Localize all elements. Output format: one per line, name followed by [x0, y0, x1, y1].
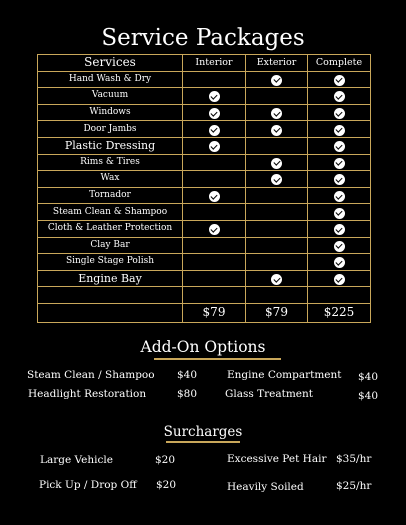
- service-name-cell: Plastic Dressing: [38, 137, 183, 154]
- checkmark-icon: [334, 174, 345, 185]
- price-cell-exterior: $79: [246, 303, 308, 322]
- table-row: [38, 71, 371, 88]
- checkmark-icon: [209, 108, 220, 119]
- service-name-cell: Wax: [38, 171, 183, 188]
- service-name-cell: Windows: [38, 104, 183, 121]
- checkmark-icon: [271, 158, 282, 169]
- exterior-cell: [246, 104, 308, 121]
- exterior-cell: [246, 71, 308, 88]
- surcharge-price: $35/hr: [336, 453, 372, 465]
- checkmark-icon: [271, 108, 282, 119]
- interior-cell: [183, 171, 246, 188]
- column-header-exterior: Exterior: [246, 55, 308, 72]
- checkmark-icon: [334, 125, 345, 136]
- addon-price: $40: [358, 371, 379, 383]
- interior-cell: [183, 237, 246, 254]
- table-row: [38, 171, 371, 188]
- interior-cell: [183, 104, 246, 121]
- checkmark-icon: [209, 125, 220, 136]
- interior-cell: [183, 154, 246, 171]
- checkmark-icon: [334, 141, 345, 152]
- table-row: [38, 154, 371, 171]
- exterior-cell: [246, 254, 308, 271]
- complete-cell: [308, 270, 371, 287]
- checkmark-icon: [334, 257, 345, 268]
- exterior-cell: [246, 237, 308, 254]
- table-row: [38, 104, 371, 121]
- interior-cell: [183, 187, 246, 204]
- service-name-cell: Door Jambs: [38, 121, 183, 138]
- surcharge-name: Large Vehicle: [40, 454, 113, 466]
- addon-price: $40: [177, 369, 198, 381]
- service-name-cell: Vacuum: [38, 88, 183, 105]
- interior-cell: [183, 137, 246, 154]
- checkmark-icon: [334, 75, 345, 86]
- checkmark-icon: [209, 224, 220, 235]
- checkmark-icon: [334, 108, 345, 119]
- interior-cell: [183, 121, 246, 138]
- exterior-cell: [246, 171, 308, 188]
- column-header-interior: Interior: [183, 55, 246, 72]
- table-row: [38, 137, 371, 154]
- complete-cell: [308, 171, 371, 188]
- checkmark-icon: [334, 274, 345, 285]
- service-name-cell: Clay Bar: [38, 237, 183, 254]
- exterior-cell: [246, 270, 308, 287]
- service-name-cell: [38, 287, 183, 304]
- checkmark-icon: [271, 125, 282, 136]
- table-row: [38, 237, 371, 254]
- addon-price: $40: [358, 390, 379, 402]
- exterior-cell: [246, 204, 308, 221]
- complete-cell: [308, 287, 371, 304]
- table-row: [38, 187, 371, 204]
- interior-cell: [183, 88, 246, 105]
- surcharge-price: $20: [155, 454, 176, 466]
- addon-name: Glass Treatment: [225, 388, 313, 400]
- service-name-cell: Rims & Tires: [38, 154, 183, 171]
- page-title: Service Packages: [101, 25, 305, 51]
- checkmark-icon: [334, 191, 345, 202]
- surcharges-title: Surcharges: [163, 424, 243, 440]
- exterior-cell: [246, 287, 308, 304]
- checkmark-icon: [271, 274, 282, 285]
- table-header-row: [38, 55, 371, 72]
- complete-cell: [308, 88, 371, 105]
- interior-cell: [183, 254, 246, 271]
- service-name-cell: Cloth & Leather Protection: [38, 220, 183, 237]
- table-row: [38, 204, 371, 221]
- complete-cell: [308, 187, 371, 204]
- complete-cell: [308, 220, 371, 237]
- checkmark-icon: [209, 91, 220, 102]
- complete-cell: [308, 121, 371, 138]
- addon-title-underline: [154, 358, 281, 360]
- addon-name: Headlight Restoration: [28, 388, 147, 400]
- interior-cell: [183, 204, 246, 221]
- exterior-cell: [246, 187, 308, 204]
- surcharges-title-underline: [166, 441, 240, 443]
- complete-cell: [308, 204, 371, 221]
- price-cell-complete: $225: [308, 303, 371, 322]
- exterior-cell: [246, 137, 308, 154]
- service-name-cell: Single Stage Polish: [38, 254, 183, 271]
- interior-cell: [183, 71, 246, 88]
- checkmark-icon: [334, 91, 345, 102]
- surcharge-name: Excessive Pet Hair: [227, 453, 327, 465]
- checkmark-icon: [271, 174, 282, 185]
- surcharge-price: $20: [156, 479, 177, 491]
- checkmark-icon: [209, 141, 220, 152]
- service-packages-table: [37, 54, 371, 323]
- service-name-cell: Engine Bay: [38, 270, 183, 287]
- interior-cell: [183, 287, 246, 304]
- checkmark-icon: [334, 208, 345, 219]
- column-header-complete: Complete: [308, 55, 371, 72]
- exterior-cell: [246, 220, 308, 237]
- complete-cell: [308, 237, 371, 254]
- complete-cell: [308, 154, 371, 171]
- price-cell-services: [38, 303, 183, 322]
- service-name-cell: Hand Wash & Dry: [38, 71, 183, 88]
- complete-cell: [308, 137, 371, 154]
- checkmark-icon: [334, 241, 345, 252]
- surcharge-price: $25/hr: [336, 480, 372, 492]
- checkmark-icon: [271, 75, 282, 86]
- interior-cell: [183, 220, 246, 237]
- checkmark-icon: [209, 191, 220, 202]
- table-row: [38, 254, 371, 271]
- table-row: [38, 121, 371, 138]
- addon-name: Steam Clean / Shampoo: [27, 369, 155, 381]
- service-name-cell: Steam Clean & Shampoo: [38, 204, 183, 221]
- table-row: [38, 88, 371, 105]
- table-row: [38, 287, 371, 304]
- surcharge-name: Heavily Soiled: [227, 481, 304, 493]
- exterior-cell: [246, 154, 308, 171]
- column-header-services: Services: [38, 55, 183, 72]
- exterior-cell: [246, 121, 308, 138]
- exterior-cell: [246, 88, 308, 105]
- complete-cell: [308, 254, 371, 271]
- price-row: [38, 303, 371, 322]
- table-row: [38, 270, 371, 287]
- service-name-cell: Tornador: [38, 187, 183, 204]
- table-row: [38, 220, 371, 237]
- complete-cell: [308, 71, 371, 88]
- price-cell-interior: $79: [183, 303, 246, 322]
- surcharge-name: Pick Up / Drop Off: [39, 479, 137, 491]
- interior-cell: [183, 270, 246, 287]
- addon-name: Engine Compartment: [227, 369, 342, 381]
- checkmark-icon: [334, 158, 345, 169]
- checkmark-icon: [334, 224, 345, 235]
- addon-options-title: Add-On Options: [140, 338, 266, 356]
- complete-cell: [308, 104, 371, 121]
- addon-price: $80: [177, 388, 198, 400]
